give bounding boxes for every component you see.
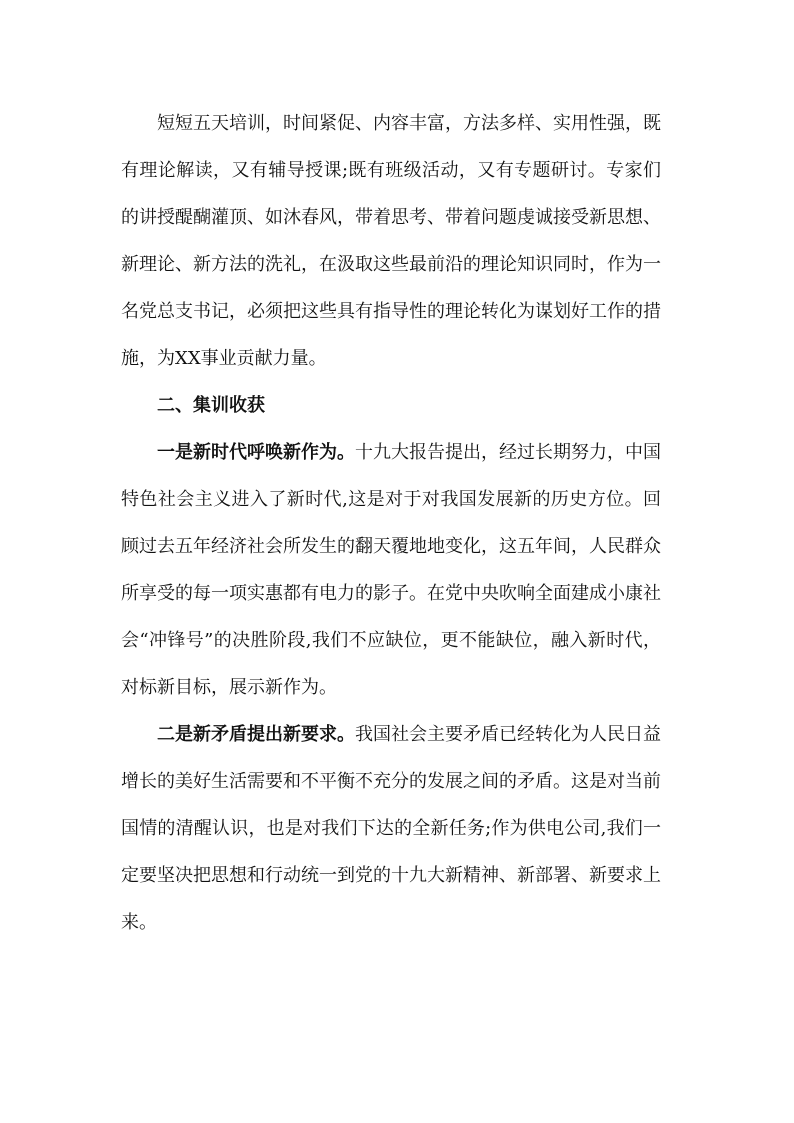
paragraph-lead-new-era: 一是新时代呼唤新作为。 [157, 442, 355, 463]
paragraph-training-summary: 短短五天培训，时间紧促、内容丰富，方法多样、实用性强，既有理论解读，又有辅导授课;既有班级活动，又有专题研讨。专家们的讲授醍醐灌顶、如沐春风，带着思考、带着问题虔诚接受新思想、新理论、新方法的洗礼，在汲取这些最前沿的理论知识同时，作为一名党总支书记，必须把这些具有指导性的理论转化为谋划好工作的措施，为XX事业贡献力量。 [121, 113, 661, 369]
paragraph-lead-new-contradiction: 二是新矛盾提出新要求。 [157, 724, 355, 745]
paragraph-text-new-contradiction: 我国社会主要矛盾已经转化为人民日益增长的美好生活需要和不平衡不充分的发展之间的矛盾。这是对当前国情的清醒认识，也是对我们下达的全新任务;作为供电公司,我们一定要坚决把思想和行动统一到党的十九大新精神、新部署、新要求上来。 [121, 724, 661, 933]
paragraph-text-new-era: 十九大报告提出，经过长期努力，中国特色社会主义进入了新时代,这是对于对我国发展新的历史方位。回顾过去五年经济社会所发生的翻天覆地地变化，这五年间，人民群众所享受的每一项实惠都有电力的影子。在党中央吹响全面建成小康社会“冲锋号”的决胜阶段,我们不应缺位，更不能缺位，融入新时代，对标新目标，展示新作为。 [121, 442, 661, 698]
document-body [121, 100, 661, 946]
paragraph-new-contradiction [121, 711, 661, 946]
paragraph-new-era [121, 429, 661, 711]
section-heading-harvest: 二、集训收获 [157, 395, 265, 416]
